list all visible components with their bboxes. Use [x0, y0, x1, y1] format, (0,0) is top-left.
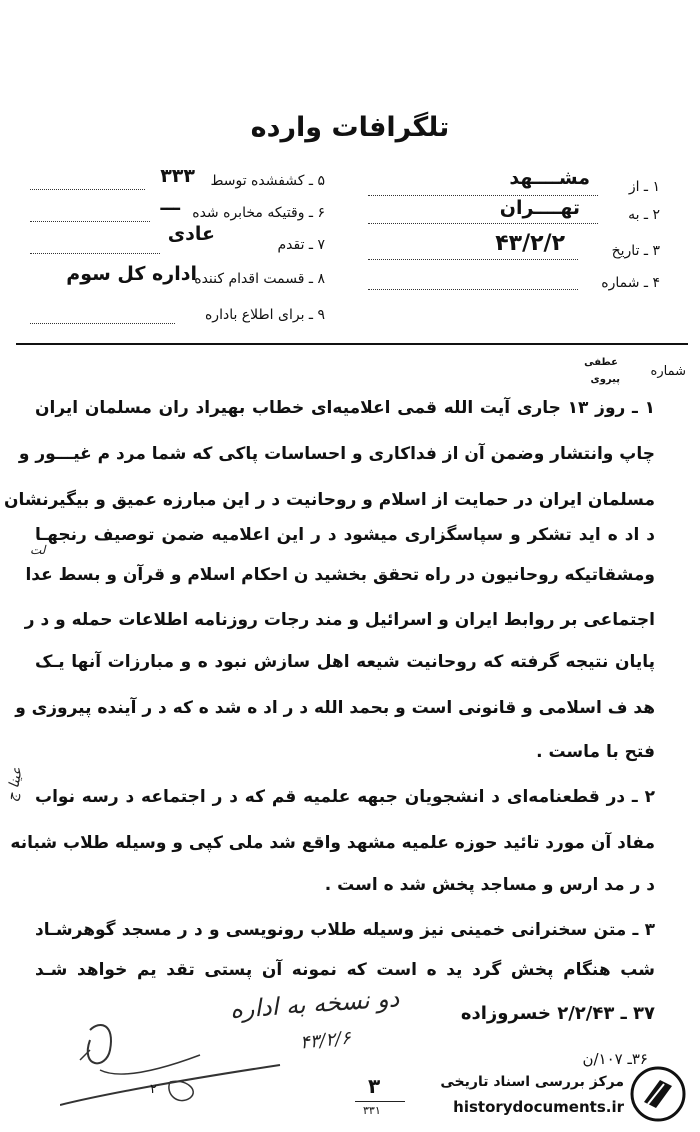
body-line: د ر مد ارس و مساجد پخش شد ه است . [324, 875, 655, 895]
field-value-sent-time: ـــ [160, 193, 180, 215]
header-divider [16, 343, 688, 345]
archive-name: مرکز بررسی اسناد تاریخی [440, 1074, 624, 1090]
body-line: ومشقاتیکه روحانیون در راه تحقق بخشید ن احکام اسلام و قرآن و بسط عدا [25, 565, 655, 585]
body-line: د اد ه اید تشکر و سپاسگزاری میشود د ر این اعلامیه ضمن توصیف رنجهـا [35, 525, 655, 545]
number-note-peyrovi: پیروی [590, 374, 620, 385]
field-label-priority: ۷ ـ تقدم [277, 237, 325, 253]
page-number-rule [355, 1101, 405, 1102]
field-label-decoded-by: ۵ ـ کشفشده توسط [210, 173, 325, 189]
signature-line: ۳۷ ـ ۲/۲/۴۳ خسروزاده [460, 1003, 655, 1024]
page-number-sub: ۳۳۱ [363, 1104, 381, 1117]
field-dots [30, 323, 175, 324]
body-line: هد ف اسلامی و قانونی است و بحمد الله د ر اد ه شد ه که د ر آینده پیروزی و [15, 698, 655, 718]
field-dots [30, 221, 150, 222]
number-label: شماره [650, 364, 686, 379]
field-label-sent-time: ۶ ـ وقتیکه مخابره شده [192, 205, 325, 221]
body-line: پایان نتیجه گرفته که روحانیت شیعه اهل سازش نبود ه و مبارزات آنها یـک [35, 652, 655, 672]
field-label-number: ۴ ـ شماره [601, 275, 660, 291]
body-line: شب هنگام پخش گرد ید ه است که نمونه آن پستی تقد یم خواهد شـد [35, 960, 655, 980]
page-title: تلگرافات وارده [250, 112, 450, 143]
page-number: ۳ [368, 1074, 381, 1098]
bottom-left-mark: ۲ [150, 1082, 157, 1097]
body-line: چاپ وانتشار وضمن آن از فداکاری و احساسات پاکی که شما مرد م غیـــور و [18, 444, 655, 464]
field-value-decoded-by: ۳۳۳ [160, 165, 195, 187]
hand-note: دو نسخه به اداره [229, 984, 401, 1024]
body-line: اجتماعی بر روابط ایران و اسرائیل و مند رجات روزنامه اطلاعات حمله و د ر [24, 610, 655, 630]
reference-code: ۳۶ـ ۱۰۷/ن [582, 1050, 648, 1068]
field-label-date: ۳ ـ تاریخ [611, 243, 660, 259]
archive-watermark [420, 1062, 692, 1126]
number-note-atfi: عطفی [584, 357, 618, 368]
field-dots [30, 189, 145, 190]
field-value-to: تهــــران [499, 197, 580, 219]
archive-logo-icon [630, 1066, 686, 1122]
field-dots [368, 223, 598, 224]
field-label-for-info: ۹ ـ برای اطلاع باداره [204, 307, 325, 323]
left-fields [25, 165, 325, 335]
hand-superscript: لت [30, 543, 46, 557]
hand-margin-note: عینا ج [4, 765, 26, 803]
archive-url: historydocuments.ir [453, 1098, 624, 1116]
field-value-priority: عادی [167, 223, 215, 245]
right-fields [360, 165, 660, 295]
body-line: مفاد آن مورد تائید حوزه علمیه مشهد واقع شد ملی کپی و وسیله طلاب شبانه [10, 833, 655, 853]
field-value-date: ۴۳/۲/۲ [495, 231, 565, 256]
hand-date: ۴۳/۲/۶ [299, 1027, 352, 1054]
field-value-action-dept: اداره کل سوم [66, 263, 197, 285]
body-line: فتح با ماست . [536, 742, 655, 762]
body-line: ۱ ـ روز ۱۳ جاری آیت الله قمی اعلامیه‌ای خطاب بهیراد ران مسلمان ایران [35, 398, 655, 418]
handwritten-scrawl [60, 1010, 290, 1120]
field-value-from: مشــــهد [509, 167, 590, 189]
body-line: ۲ ـ در قطعنامه‌ای د انشجویان جبهه علمیه قم که د ر اجتماعه د رسه نواب [35, 787, 655, 807]
field-dots [368, 195, 598, 196]
field-dots [368, 289, 578, 290]
field-label-action-dept: ۸ ـ قسمت اقدام کننده [194, 271, 325, 287]
field-dots [368, 259, 578, 260]
body-line: مسلمان ایران در حمایت از اسلام و روحانیت د ر این مبارزه عمیق و بیگیرنشان [4, 490, 655, 510]
field-label-from: ۱ ـ از [628, 179, 660, 195]
body-line: ۳ ـ متن سخنرانی خمینی نیز وسیله طلاب رونویسی و د ر مسجد گوهرشـاد [35, 920, 655, 940]
field-dots [30, 253, 160, 254]
field-label-to: ۲ ـ به [628, 207, 660, 223]
